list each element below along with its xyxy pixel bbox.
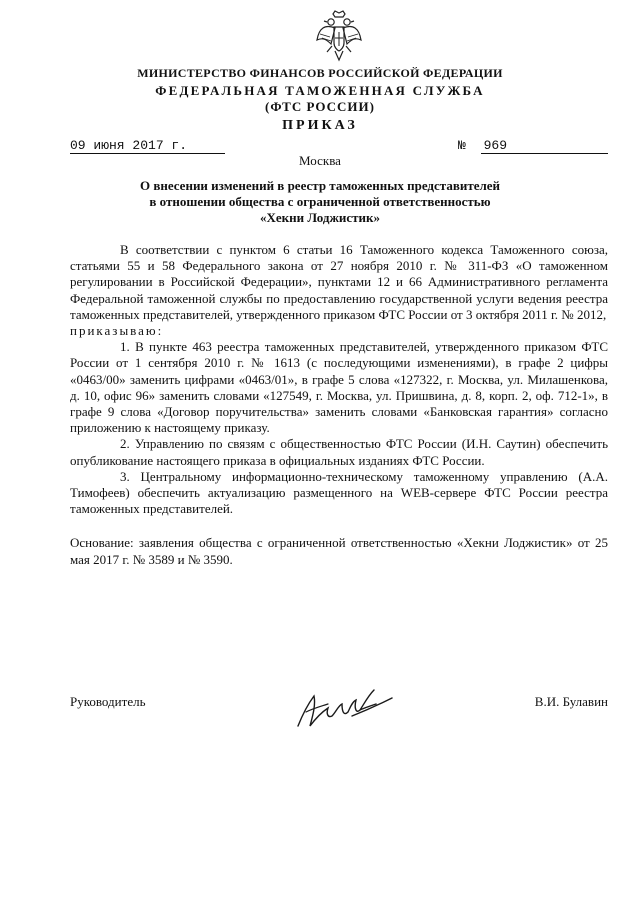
order-number: 969 (483, 138, 508, 153)
service-abbreviation: (ФТС РОССИИ) (265, 99, 375, 114)
order-date-field (70, 138, 225, 153)
coat-of-arms-icon (315, 10, 363, 62)
service-name: ФЕДЕРАЛЬНАЯ ТАМОЖЕННАЯ СЛУЖБА (155, 83, 485, 98)
signer-position: Руководитель (70, 694, 146, 709)
order-item-1: 1. В пункте 463 реестра таможенных представителей, утвержденного приказом ФТС России от 1 сентября 2010 г. № 1613 (с последующими изменениями), в графе 2 цифры «0463/00» заменить цифрами «0463/01», в графе 5 слова «127322, г. Москва, ул. Милашенкова, д. 10, офис 96» заменить словами «127549, г. Москва, ул. Пришвина, д. 8, корп. 2, оф. 712-1», в графе 9 слова «Договор поручительства» заменить словами «Банковская гарантия» согласно приложению к настоящему приказу. (70, 339, 608, 436)
handwritten-signature (292, 682, 400, 732)
issue-city: Москва (299, 153, 341, 168)
order-number-field (458, 138, 608, 153)
order-word: приказываю: (70, 323, 164, 339)
signature-block (70, 690, 608, 740)
order-item-3: 3. Центральному информационно-техническому таможенному управлению (А.А. Тимофеев) обеспечить актуализацию размещенного на WEB-сервере ФТС России реестра таможенных представителей. (70, 468, 608, 517)
document-type: ПРИКАЗ (282, 118, 358, 133)
signer-name: В.И. Булавин (534, 694, 608, 709)
title-line: в отношении общества с ограниченной ответственностью (149, 194, 491, 209)
ministry-name: МИНИСТЕРСТВО ФИНАНСОВ РОССИЙСКОЙ ФЕДЕРАЦИИ (137, 66, 503, 80)
title-line: О внесении изменений в реестр таможенных представителей (139, 178, 501, 193)
order-date: 09 июня 2017 г. (70, 138, 188, 153)
preamble-paragraph: В соответствии с пунктом 6 статьи 16 Таможенного кодекса Таможенного союза, статьями 55 и 58 Федерального закона от 27 ноября 2010 г. № 311-ФЗ «О таможенном регулировании в Российской Федерации», пунктами 12 и 66 Административного регламента Федеральной таможенной службы по предоставлению государственной услуги ведения реестра таможенных представителей, утвержденного приказом ФТС России от 3 октября 2011 г. № 2012, (70, 242, 608, 322)
title-line: «Хекни Лоджистик» (260, 210, 380, 225)
order-title (100, 178, 540, 226)
basis-paragraph: Основание: заявления общества с ограниченной ответственностью «Хекни Лоджистик» от 25 мая 2017 г. № 3589 и № 3590. (70, 535, 608, 567)
order-item-2: 2. Управлению по связям с общественностью ФТС России (И.Н. Саутин) обеспечить опубликование настоящего приказа в официальных изданиях ФТС России. (70, 436, 608, 468)
order-number-label: № (458, 138, 466, 153)
order-body (70, 242, 608, 568)
